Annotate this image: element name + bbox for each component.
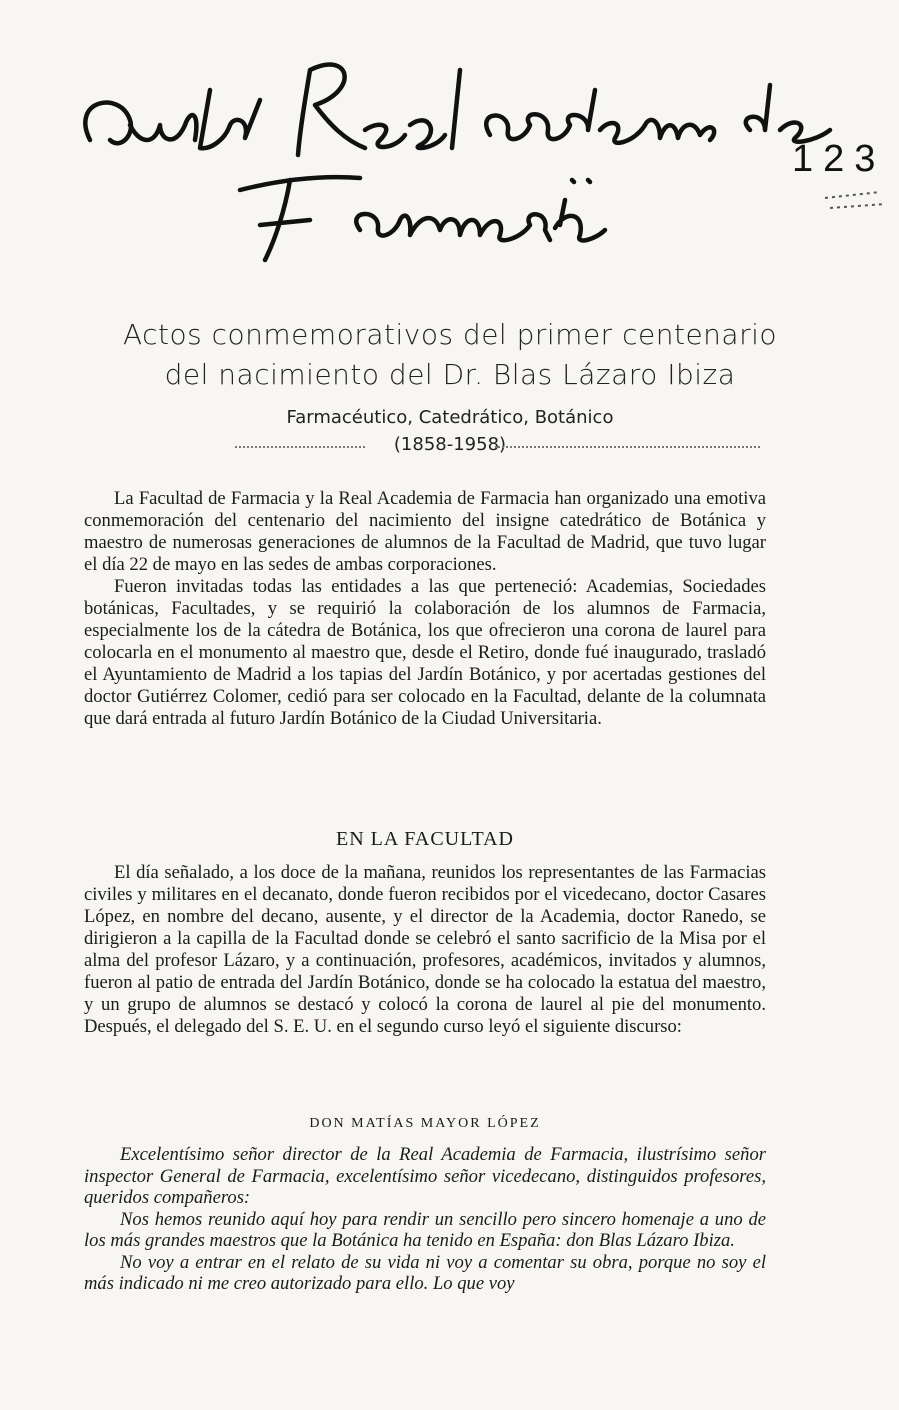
title-line-1: Actos conmemorativos del primer centenario	[122, 318, 777, 351]
title-line-2: del nacimiento del Dr. Blas Lázaro Ibiza	[164, 358, 736, 391]
handwritten-note-drawing	[60, 30, 840, 270]
speech-text	[84, 1144, 766, 1295]
speech-paragraph: Excelentísimo señor director de la Real Academia de Farmacia, ilustrísimo señor inspector General de Farmacia, excelentísimo señor vicedecano, distinguidos profesores, queridos compañeros:	[84, 1144, 766, 1208]
speech-paragraph: No voy a entrar en el relato de su vida ni voy a comentar su obra, porque no soy el más indicado ni me creo autorizado para ello. Lo que voy	[84, 1251, 766, 1294]
section-text	[84, 862, 766, 1038]
dotted-rule-right	[495, 446, 760, 450]
subtitle-roles: Farmacéutico, Catedrático, Botánico	[286, 407, 614, 428]
ink-smudge	[820, 186, 890, 216]
speech-paragraph: Nos hemos reunido aquí hoy para rendir un sencillo pero sincero homenaje a uno de los más grandes maestros que la Botánica ha tenido en España: don Blas Lázaro Ibiza.	[84, 1208, 766, 1251]
handwritten-note	[60, 30, 840, 270]
page-number: 123	[792, 138, 886, 180]
section-heading: EN LA FACULTAD	[336, 828, 514, 850]
intro-text	[84, 488, 766, 730]
dotted-rule-left	[235, 446, 365, 450]
speaker-name: DON MATÍAS MAYOR LÓPEZ	[309, 1116, 541, 1131]
intro-paragraph: Fueron invitadas todas las entidades a las que perteneció: Academias, Sociedades botánicas, Facultades, y se requirió la colaboración de los alumnos de Farmacia, especialmente los de la cátedra de Botánica, los que ofrecieron una corona de laurel para colocarla en el monumento al maestro que, desde el Retiro, donde fué inaugurado, trasladó el Ayuntamiento de Madrid a los tapias del Jardín Botánico, y por acertadas gestiones del doctor Gutiérrez Colomer, cedió para ser colocado en la Facultad, delante de la columnata que dará entrada al futuro Jardín Botánico de la Ciudad Universitaria.	[84, 576, 766, 729]
section-paragraph: El día señalado, a los doce de la mañana, reunidos los representantes de las Farmacias civiles y militares en el decanato, donde fueron recibidos por el vicedecano, doctor Casares López, en nombre del decano, ausente, y el director de la Academia, doctor Ranedo, se dirigieron a la capilla de la Facultad donde se celebró el santo sacrificio de la Misa por el alma del profesor Lázaro, y a continuación, profesores, académicos, invitados y alumnos, fueron al patio de entrada del Jardín Botánico, donde se ha colocado la estatua del maestro, y un grupo de alumnos se destacó y colocó la corona de laurel al pie del monumento. Después, el delegado del S. E. U. en el segundo curso leyó el siguiente discurso:	[84, 862, 766, 1037]
subtitle-years: (1858-1958)	[393, 434, 507, 455]
intro-paragraph: La Facultad de Farmacia y la Real Academia de Farmacia han organizado una emotiva conmemoración del centenario del nacimiento del insigne catedrático de Botánica y maestro de numerosas generaciones de alumnos de la Facultad de Madrid, que tuvo lugar el día 22 de mayo en las sedes de ambas corporaciones.	[84, 488, 766, 575]
